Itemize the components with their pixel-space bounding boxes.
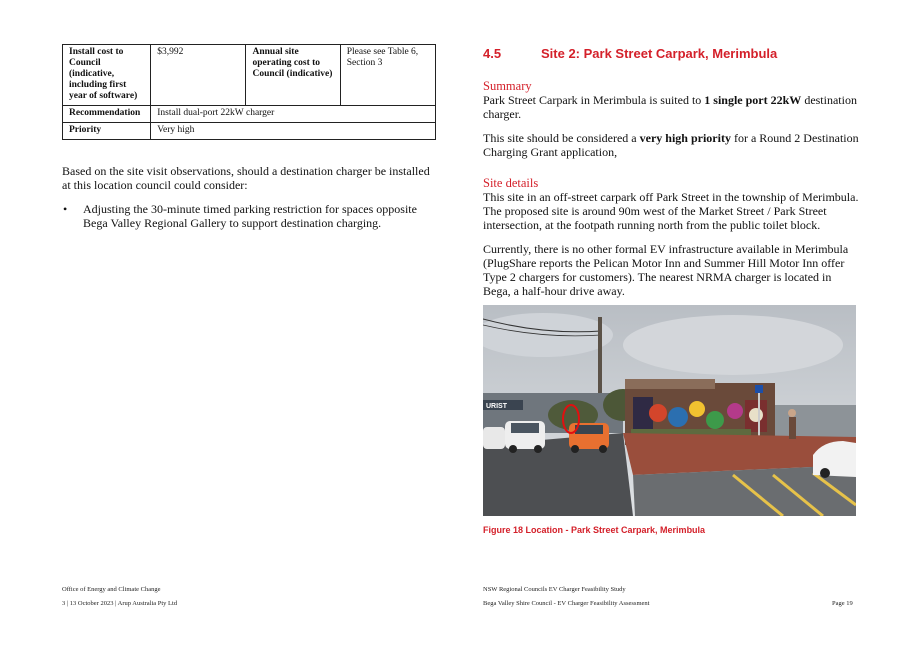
- summary-p2-pre: This site should be considered a: [483, 131, 640, 145]
- operating-cost-value: Please see Table 6, Section 3: [340, 45, 435, 106]
- figure-caption: Figure 18 Location - Park Street Carpark, Merimbula: [483, 525, 706, 535]
- site-photo: [483, 305, 856, 516]
- list-item: [62, 202, 436, 230]
- summary-paragraph-2: [483, 131, 861, 159]
- summary-paragraph-1: [483, 93, 861, 121]
- site-info-table: [62, 44, 436, 140]
- right-body-text: [483, 79, 861, 306]
- summary-heading: Summary: [483, 79, 532, 93]
- site-details-heading: Site details: [483, 176, 539, 190]
- summary-p1-post: destination charger.: [483, 93, 857, 121]
- carpark-photo-illustration: [483, 305, 856, 516]
- right-footer-assessment: Bega Valley Shire Council - EV Charger Feasibility Assessment: [483, 600, 650, 607]
- site-details-paragraph-1: This site in an off-street carpark off Park Street in the township of Merimbula. The proposed site is around 90m west of the Market Street / Park Street intersection, at the footpath running north from the public toilet block.: [483, 190, 859, 232]
- page-number: Page 19: [832, 600, 853, 607]
- install-cost-value: $3,992: [151, 45, 246, 106]
- section-heading: [483, 46, 863, 61]
- summary-p1-bold: 1 single port 22kW: [704, 93, 802, 107]
- summary-p2-bold: very high priority: [639, 131, 731, 145]
- left-footer-org: Office of Energy and Climate Change: [62, 586, 161, 593]
- priority-value: Very high: [151, 123, 436, 140]
- priority-label: Priority: [63, 123, 151, 140]
- summary-p2-post: for a Round 2 Destination Charging Grant application,: [483, 131, 859, 159]
- recommendation-label: Recommendation: [63, 106, 151, 123]
- section-number: 4.5: [483, 46, 502, 61]
- recommendation-value: Install dual-port 22kW charger: [151, 106, 436, 123]
- site-details-paragraph-2: Currently, there is no other formal EV infrastructure available in Merimbula (PlugShare reports the Pelican Motor Inn and Summer Hill Motor Inn offer Type 2 chargers for customers). The nearest NRMA charger is located in Bega, a half-hour drive away.: [483, 242, 849, 298]
- table-row: [63, 106, 436, 123]
- observation-paragraph: Based on the site visit observations, should a destination charger be installed at this location council could consider:: [62, 164, 430, 192]
- right-footer-study: NSW Regional Councils EV Charger Feasibility Study: [483, 586, 626, 593]
- left-body-text: [62, 164, 436, 230]
- table-row: [63, 123, 436, 140]
- bullet-icon: •: [63, 202, 68, 216]
- operating-cost-label: Annual site operating cost to Council (indicative): [246, 45, 340, 106]
- section-title: Site 2: Park Street Carpark, Merimbula: [541, 46, 778, 61]
- shop-sign-text: URIST: [486, 403, 507, 410]
- install-cost-label: Install cost to Council (indicative, including first year of software): [63, 45, 151, 106]
- left-footer-date: 3 | 13 October 2023 | Arup Australia Pty Ltd: [62, 600, 178, 607]
- table-row: [63, 45, 436, 106]
- summary-p1-pre: Park Street Carpark in Merimbula is suited to: [483, 93, 705, 107]
- bullet-text: Adjusting the 30-minute timed parking restriction for spaces opposite Bega Valley Regional Gallery to support destination charging.: [83, 202, 417, 230]
